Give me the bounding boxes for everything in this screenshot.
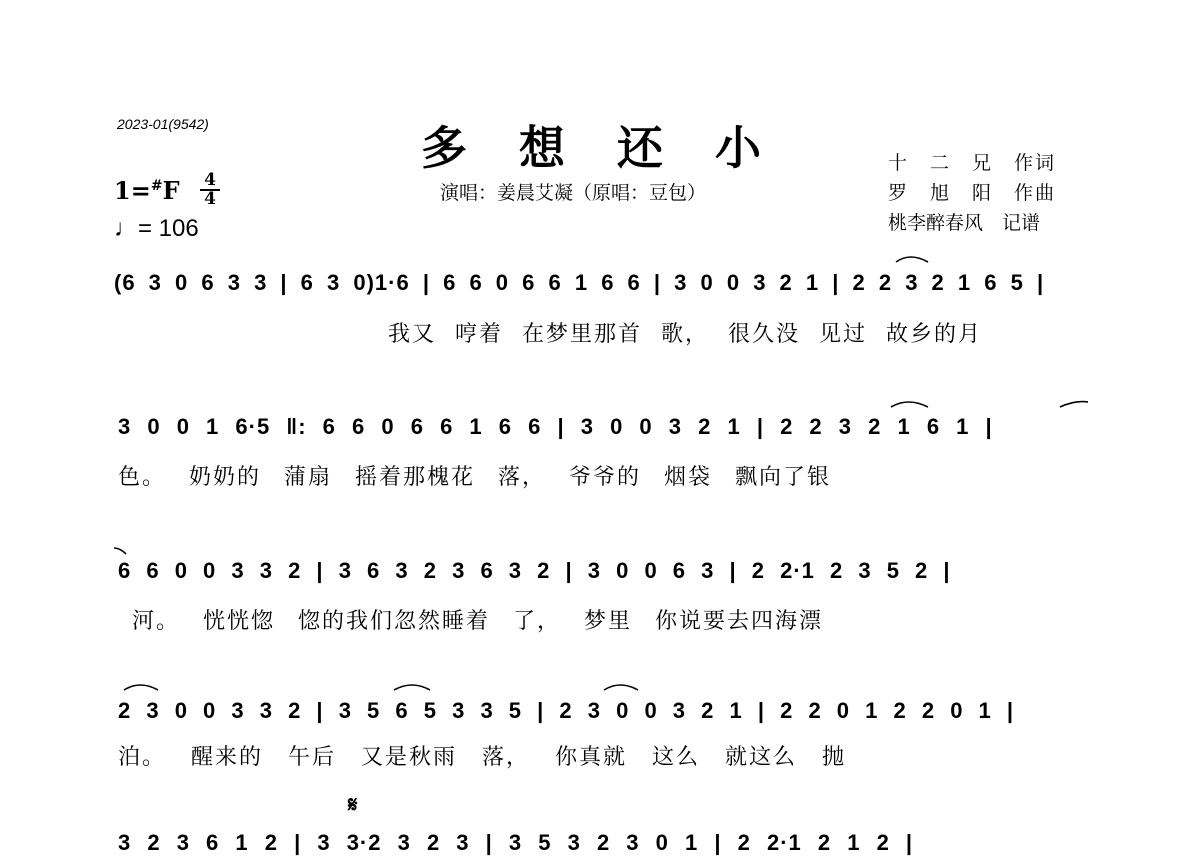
slur-mark (891, 402, 928, 407)
notation-line-1: (6 3 0 6 3 3 | 6 3 0)1·6 | 6 6 0 6 6 1 6 6 | 3 0 0 3 2 1 | 2 2 3 2 1 6 5 | (114, 270, 1045, 295)
tempo-value: = 106 (138, 215, 199, 242)
catalog-number: 2023-01(9542) (117, 116, 209, 132)
tie-mark (114, 548, 126, 554)
sharp-symbol: # (150, 178, 163, 194)
slur-mark (896, 257, 928, 262)
tie-mark (1060, 402, 1088, 407)
slur-mark (394, 685, 430, 690)
song-title: 多 想 还 小 (420, 121, 780, 175)
notation-line-4: 2 3 0 0 3 3 2 | 3 5 6 5 3 3 5 | 2 3 0 0 3 2 1 | 2 2 0 1 2 2 0 1 | (118, 698, 1015, 723)
notation-line-2: 3 0 0 1 6·5 ‖: 6 6 0 6 6 1 6 6 | 3 0 0 3 2 1 | 2 2 3 2 1 6 1 | (118, 414, 993, 439)
transcriber-credit: 桃李醉春风 记谱 (888, 212, 1041, 234)
notation-line-3: 6 6 0 0 3 3 2 | 3 6 3 2 3 6 3 2 | 3 0 0 6 3 | 2 2·1 2 3 5 2 | (118, 558, 951, 583)
lyrics-line-4: 泊。 醒来的 午后 又是秋雨 落， 你真就 这么 就这么 抛 (118, 745, 846, 770)
time-top: 4 (204, 170, 216, 190)
lyrics-line-2: 色。 奶奶的 蒲扇 摇着那槐花 落， 爷爷的 烟袋 飘向了银 (118, 465, 831, 490)
slur-mark (124, 685, 158, 690)
slur-mark (604, 685, 638, 690)
segno-icon: 𝄋 (348, 792, 358, 818)
lyrics-line-3: 河。 恍恍惚 惚的我们忽然睡着 了， 梦里 你说要去四海漂 (132, 609, 823, 634)
quarter-note-icon: ♩ (114, 215, 138, 242)
key-prefix: 1= (114, 176, 151, 205)
composer-credit: 罗 旭 阳 作曲 (888, 182, 1057, 204)
time-bottom: 4 (200, 189, 220, 208)
key-letter: F (162, 176, 180, 205)
singer-credit: 演唱：姜晨艾凝（原唱：豆包） (440, 182, 707, 204)
lyrics-line-1: 我又 哼着 在梦里那首 歌， 很久没 见过 故乡的月 (388, 322, 982, 347)
lyricist-credit: 十 二 兄 作词 (888, 152, 1057, 174)
notation-line-5: 3 2 3 6 1 2 | 3 3·2 3 2 3 | 3 5 3 2 3 0 1 | 2 2·1 2 1 2 | (118, 830, 914, 855)
